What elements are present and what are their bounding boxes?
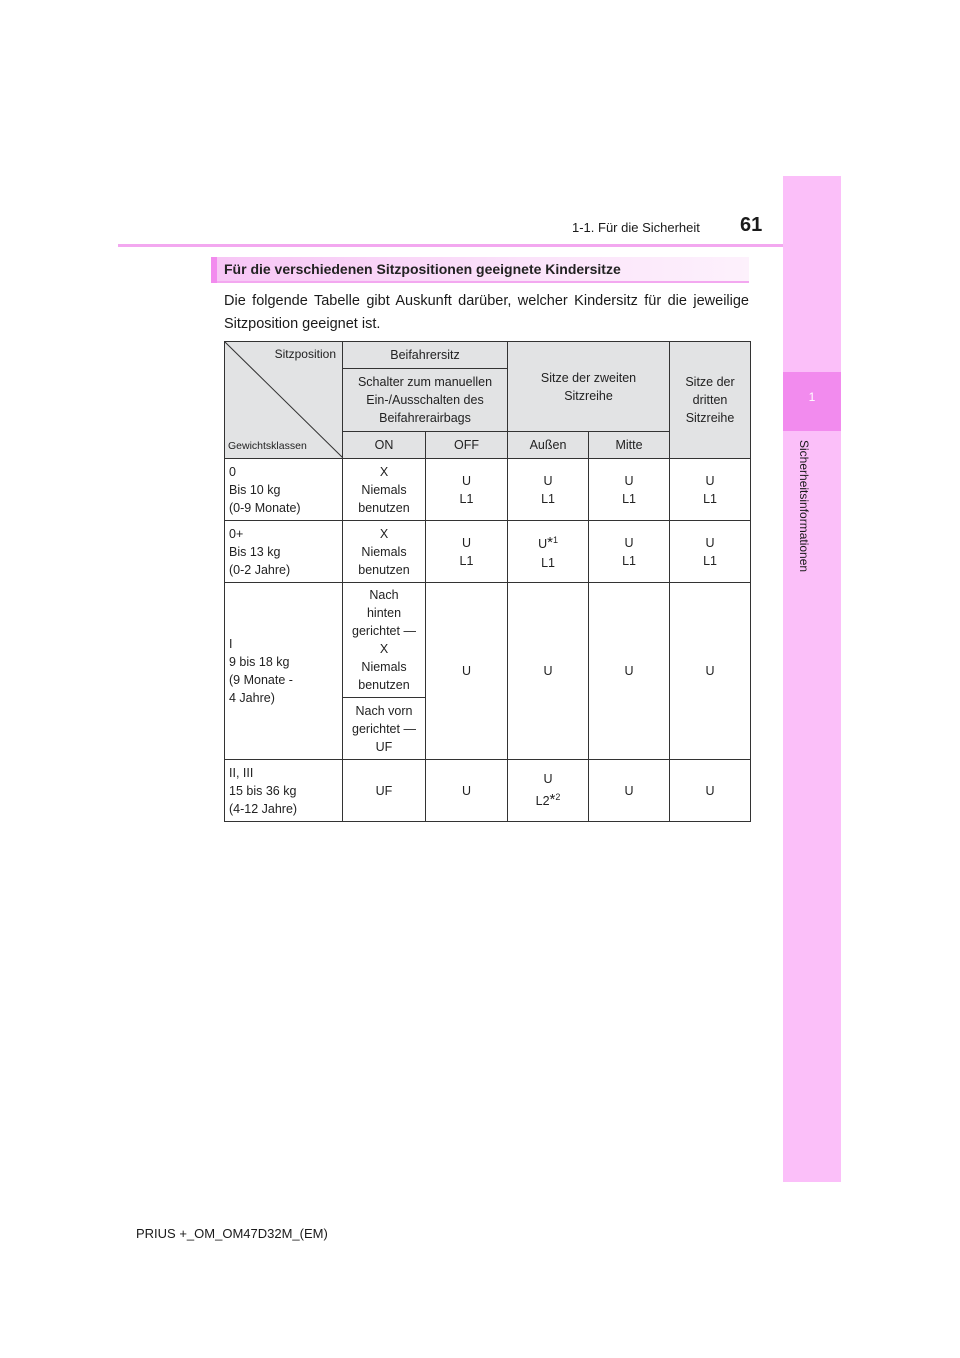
cell-line <box>510 531 586 553</box>
header-second-row-line: Sitze der zweiten <box>540 370 637 385</box>
cell-value: U <box>538 537 548 552</box>
cell-off: U <box>426 583 508 760</box>
chapter-number: 1 <box>808 390 816 404</box>
cell-third-row: U <box>670 760 751 822</box>
cell-line: Niemals <box>361 482 407 497</box>
corner-label-bottom: Gewichtsklassen <box>228 440 307 452</box>
chapter-title: Sicherheitsinformationen <box>797 440 811 573</box>
cell-off <box>426 459 508 521</box>
page-number: 61 <box>740 214 763 236</box>
weight-line: Bis 13 kg <box>229 544 281 559</box>
cell-line: Nach vorn <box>355 703 413 718</box>
header-second-row-line: Sitzreihe <box>564 388 613 403</box>
section-heading-text: Für die verschiedenen Sitzpositionen geeignete Kindersitze <box>224 261 621 277</box>
cell-line: L1 <box>703 491 717 506</box>
cell-on: UF <box>343 760 426 822</box>
table-row <box>225 583 751 698</box>
cell-line: Niemals <box>361 660 407 674</box>
cell-middle: U <box>589 760 670 822</box>
cell-line: X <box>379 642 389 656</box>
weight-line: 0+ <box>229 526 244 541</box>
weight-line: 15 bis 36 kg <box>229 783 297 798</box>
footnote-number: 2 <box>555 792 561 803</box>
header-beifahrersitz: Beifahrersitz <box>343 342 508 369</box>
cell-line: U <box>624 535 634 550</box>
header-airbag-switch-line: Schalter zum manuellen <box>357 375 493 389</box>
cell-line: gerichtet — <box>352 624 416 638</box>
cell-off <box>426 521 508 583</box>
cell-on-forward-facing <box>343 698 426 760</box>
cell-line: benutzen <box>358 562 410 577</box>
child-seat-table <box>224 341 751 822</box>
cell-line: UF <box>375 739 393 754</box>
weight-class-cell <box>225 521 343 583</box>
header-third-row-line: Sitze der <box>685 375 735 389</box>
cell-line: U <box>705 535 715 550</box>
header-third-row-line: Sitzreihe <box>685 411 735 425</box>
header-airbag-switch-line: Beifahrerairbags <box>379 411 471 425</box>
cell-line: L1 <box>622 553 636 568</box>
weight-class-cell <box>225 760 343 822</box>
cell-outer <box>508 459 589 521</box>
cell-line: U <box>461 473 472 488</box>
cell-line: Nach <box>369 588 399 602</box>
header-airbag-switch <box>343 369 508 432</box>
subheader-off: OFF <box>426 432 508 459</box>
weight-line: I <box>229 637 233 651</box>
heading-accent-bar <box>211 257 217 283</box>
cell-middle <box>589 521 670 583</box>
cell-line: U <box>461 535 472 550</box>
table-row <box>225 459 751 521</box>
weight-line: 9 bis 18 kg <box>229 655 290 669</box>
cell-line: U <box>543 772 553 787</box>
subheader-on: ON <box>343 432 426 459</box>
subheader-outer: Außen <box>508 432 589 459</box>
cell-outer <box>508 521 589 583</box>
table-corner-cell <box>225 342 343 459</box>
header-third-row <box>670 342 751 459</box>
header-second-row <box>508 342 670 432</box>
cell-line: L1 <box>541 491 555 506</box>
cell-on <box>343 459 426 521</box>
cell-middle: U <box>589 583 670 760</box>
footnote-star-icon: * <box>549 791 556 809</box>
header-third-row-line: dritten <box>692 393 728 407</box>
cell-line: L1 <box>459 553 474 568</box>
cell-line: Niemals <box>361 544 407 559</box>
section-heading <box>211 257 749 283</box>
weight-line: (4-12 Jahre) <box>229 801 298 816</box>
subheader-middle: Mitte <box>589 432 670 459</box>
footnote-number: 1 <box>552 535 558 546</box>
cell-middle <box>589 459 670 521</box>
cell-off: U <box>426 760 508 822</box>
weight-line: 4 Jahre) <box>229 691 275 705</box>
cell-third-row <box>670 521 751 583</box>
cell-line: U <box>705 473 715 488</box>
cell-line: X <box>379 526 389 541</box>
footer-document-code: PRIUS +_OM_OM47D32M_(EM) <box>136 1226 328 1241</box>
section-label: 1-1. Für die Sicherheit <box>572 220 700 235</box>
weight-class-cell <box>225 459 343 521</box>
cell-line: U <box>624 473 634 488</box>
footnote-star-icon: * <box>547 534 553 552</box>
cell-line: hinten <box>366 606 402 620</box>
weight-line: Bis 10 kg <box>229 482 281 497</box>
weight-line: II, III <box>229 765 254 780</box>
cell-on-rear-facing <box>343 583 426 698</box>
corner-label-top: Sitzposition <box>274 347 336 361</box>
cell-value: L2 <box>535 794 550 809</box>
header-airbag-switch-line: Ein-/Ausschalten des <box>366 393 484 407</box>
cell-line <box>510 788 586 810</box>
cell-line: L1 <box>703 553 717 568</box>
weight-line: (0-9 Monate) <box>229 500 301 515</box>
cell-line: L1 <box>622 491 636 506</box>
cell-third-row: U <box>670 583 751 760</box>
cell-line: L1 <box>459 491 474 506</box>
cell-line: X <box>379 464 389 479</box>
table-row <box>225 760 751 822</box>
table-row <box>225 521 751 583</box>
weight-line: 0 <box>229 464 236 479</box>
cell-line: benutzen <box>358 500 410 515</box>
cell-line: benutzen <box>358 678 410 692</box>
cell-line: U <box>543 473 553 488</box>
cell-on <box>343 521 426 583</box>
cell-line: L1 <box>541 555 555 570</box>
intro-paragraph: Die folgende Tabelle gibt Auskunft darüber, welcher Kindersitz für die jeweilige Sitzposition geeignet ist. <box>224 293 749 332</box>
side-strip <box>783 176 841 1182</box>
weight-class-cell <box>225 583 343 760</box>
cell-line: gerichtet — <box>352 721 416 736</box>
cell-third-row <box>670 459 751 521</box>
cell-outer <box>508 760 589 822</box>
cell-outer: U <box>508 583 589 760</box>
weight-line: (0-2 Jahre) <box>229 562 291 577</box>
weight-line: (9 Monate - <box>229 673 293 687</box>
header-rule <box>118 244 840 247</box>
